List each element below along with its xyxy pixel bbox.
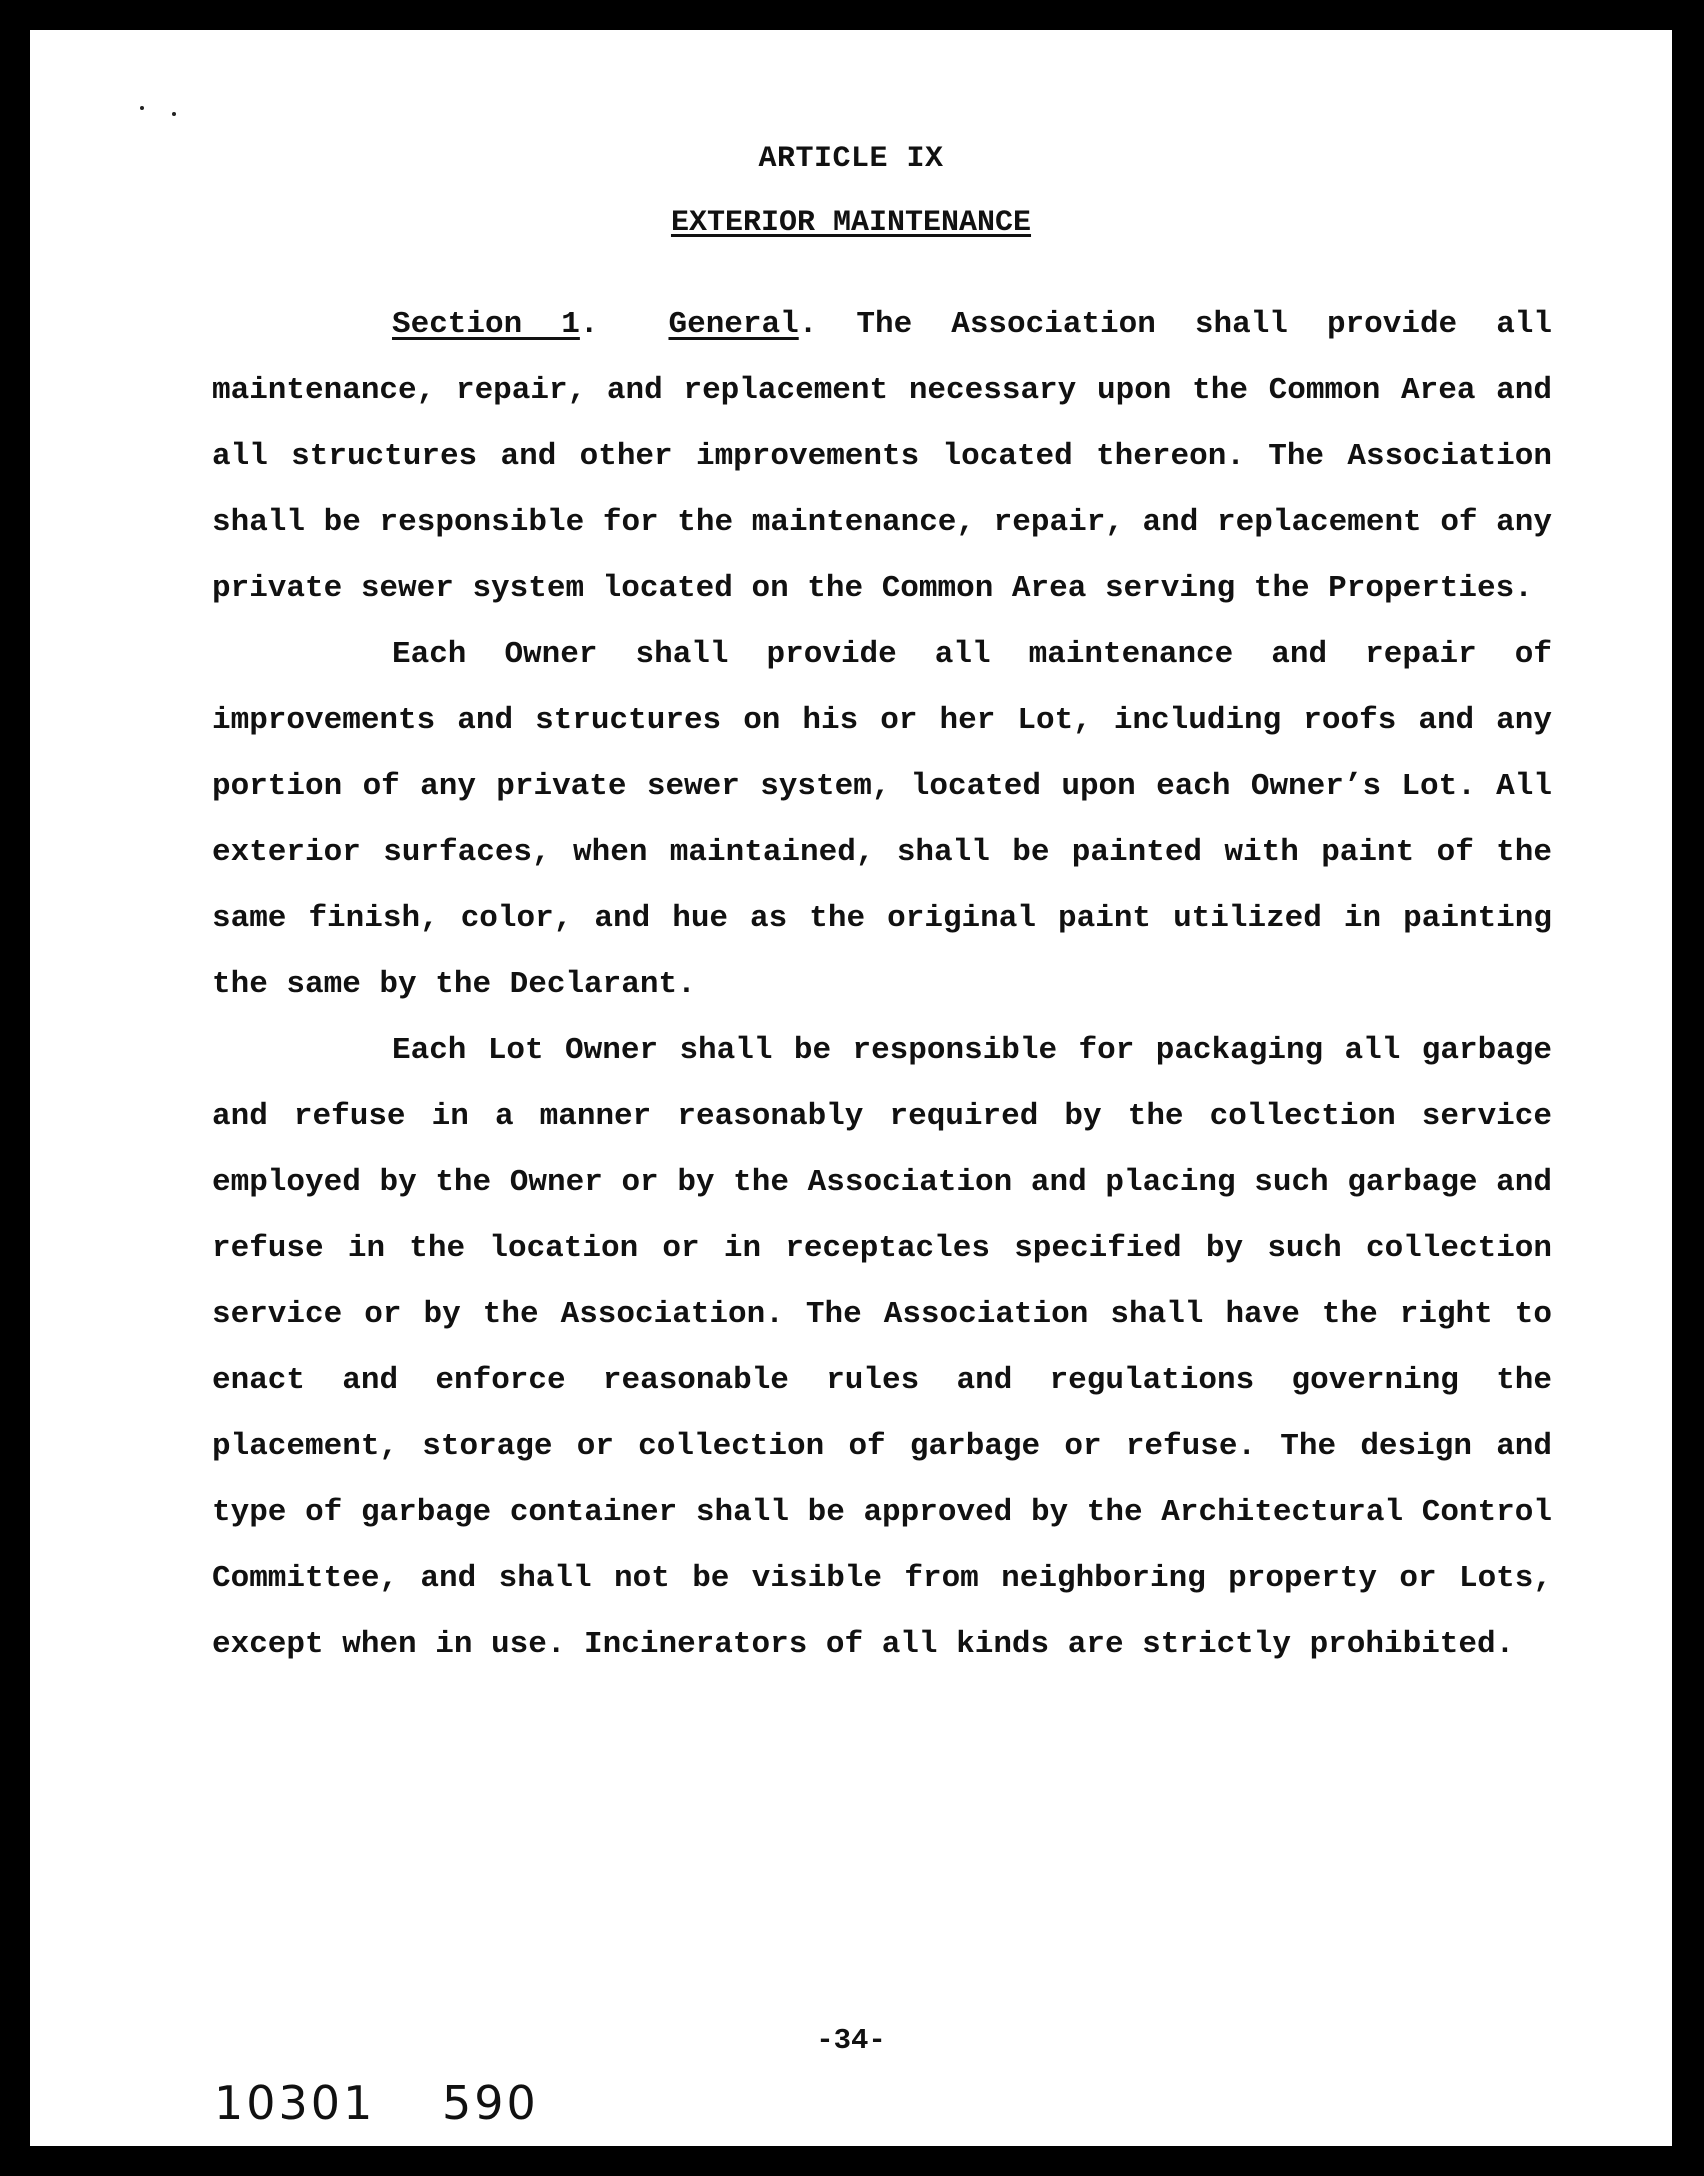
paragraph: Each Owner shall provide all maintenance and repair of improvements and structures on his or her Lot, including roofs and any portion of any private sewer system, located upon each Owner’s Lot. All exterior surfaces, when maintained, shall be painted with paint of the same finish, color, and hue as the original paint utilized in painting the same by the Declarant. <box>212 637 1552 1002</box>
article-title-text: EXTERIOR MAINTENANCE <box>670 206 1032 240</box>
section-label: Section 1 <box>392 307 580 342</box>
document-page <box>30 30 1672 2146</box>
scan-speck <box>172 112 176 116</box>
page-number: -34- <box>816 2024 886 2057</box>
section-heading-punct: . <box>798 307 818 342</box>
section-label-punct: . <box>579 307 599 342</box>
paragraph-text: The Association shall provide all maintenance, repair, and replacement necessary upon the Common Area and all structures and other improvements located thereon. The Association shall be responsible for the maintenance, repair, and replacement of any private sewer system located on the Common Area serving the Properties. <box>212 307 1553 606</box>
paragraph: Each Lot Owner shall be responsible for packaging all garbage and refuse in a manner reasonably required by the collection service employed by the Owner or by the Association and placing such garbage and refuse in the location or in receptacles specified by such collection service or by the Association. The Association shall have the right to enact and enforce reasonable rules and regulations governing the placement, storage or collection of garbage or refuse. The design and type of garbage container shall be approved by the Architectural Control Committee, and shall not be visible from neighboring property or Lots, except when in use. Incinerators of all kinds are strictly prohibited. <box>212 1033 1552 1662</box>
document-stamp-number: 10301 <box>214 2076 376 2130</box>
document-body <box>212 292 1552 1678</box>
article-title <box>30 206 1672 240</box>
paragraph <box>212 292 1552 622</box>
article-number: ARTICLE IX <box>758 142 944 176</box>
scan-speck <box>140 106 144 110</box>
document-stamp-page: 590 <box>442 2076 539 2130</box>
section-heading: General <box>668 307 799 342</box>
